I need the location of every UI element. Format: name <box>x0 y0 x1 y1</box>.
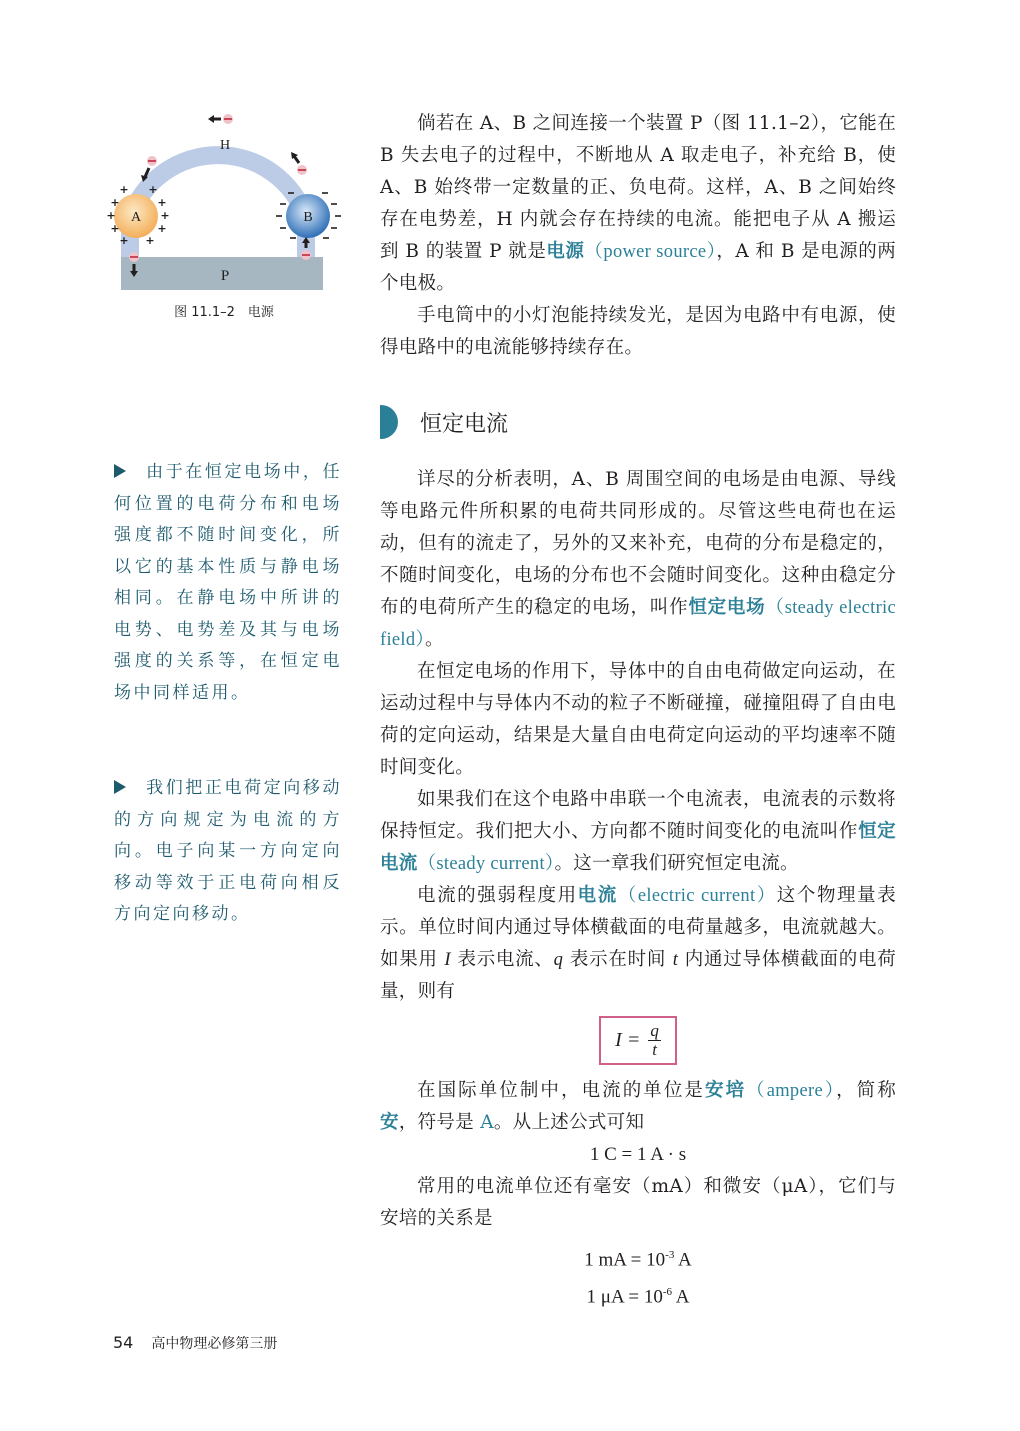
power-source-diagram-svg <box>104 106 344 326</box>
paragraph-directional-motion: 在恒定电场的作用下，导体中的自由电荷做定向运动，在运动过程中与导体内不动的粒子不断碰撞，碰撞阻碍了自由电荷的定向运动，结果是大量自由电荷定向运动的平均速率不随时间变化。 <box>380 661 896 778</box>
svg-text:+: + <box>145 234 155 247</box>
term-electric-current: 电流 <box>577 885 618 906</box>
term-steady-field: 恒定电场 <box>688 597 766 618</box>
paragraph-current-definition: 电流的强弱程度用电流（electric current）这个物理量表示。单位时间内通过导体横截面的电荷量越多，电流就越大。如果用 I 表示电流、q 表示在时间 t 内通过导体横截面的电荷量，则有 <box>380 885 896 1002</box>
term-steady-current: 恒定电流 <box>380 821 896 874</box>
figure-caption: 图 11.1–2 电源 <box>174 305 274 320</box>
svg-text:+: + <box>148 183 158 196</box>
section-title: 恒定电流 <box>420 411 509 437</box>
formula-container <box>380 1016 896 1065</box>
side-note-current-direction: 我们把正电荷定向移动的方向规定为电流的方向。电子向某一方向定向移动等效于正电荷向相反方向定向移动。 <box>114 778 342 924</box>
fraction: $\frac{q}{t}$ <box>650 1021 659 1059</box>
main-column <box>380 108 896 1314</box>
page-number: 54 <box>113 1333 134 1352</box>
side-note-steady-field: 由于在恒定电场中，任何位置的电荷分布和电场强度都不随时间变化，所以它的基本性质与静电场相同。在静电场中所讲的电势、电势差及其与电场强度的关系等，在恒定电场中同样适用。 <box>114 462 342 703</box>
svg-text:+: + <box>110 222 120 235</box>
svg-text:H: H <box>219 138 231 153</box>
svg-text:+: + <box>119 183 129 196</box>
page-footer <box>113 1333 277 1353</box>
svg-text:+: + <box>160 209 170 222</box>
figure-power-source-diagram <box>104 106 344 326</box>
triangle-bullet-icon <box>114 780 126 794</box>
equation-milliamp: 1 mA = $10^{-3}$ A <box>584 1249 692 1271</box>
paragraph-steady-current: 如果我们在这个电路中串联一个电流表，电流表的示数将保持恒定。我们把大小、方向都不随时间变化的电流叫作恒定电流（steady current）。这一章我们研究恒定电流。 <box>380 789 896 874</box>
paragraph-flashlight: 手电筒中的小灯泡能持续发光，是因为电路中有电源，使得电路中的电流能够持续存在。 <box>380 305 896 358</box>
svg-text:+: + <box>119 234 129 247</box>
term-power-source: 电源 <box>546 241 585 262</box>
triangle-bullet-icon <box>114 464 126 478</box>
equation-coulomb: 1 C = 1 A · s <box>589 1144 687 1165</box>
paragraph-units: 常用的电流单位还有毫安（mA）和微安（μA），它们与安培的关系是 <box>380 1176 896 1229</box>
svg-text:+: + <box>157 196 167 209</box>
paragraph-steady-field: 详尽的分析表明，A、B 周围空间的电场是由电源、导线等电路元件所积累的电荷共同形成的。尽管这些电荷也在运动，但有的流走了，另外的又来补充，电荷的分布是稳定的，不随时间变化，电场的分布也不会随时间变化。这种由稳定分布的电荷所产生的稳定的电场，叫作恒定电场（steady electric field）。 <box>380 469 896 650</box>
term-an: 安 <box>380 1112 399 1133</box>
formula-current-box: I = $\frac{q}{t}$ <box>599 1016 677 1065</box>
svg-text:A: A <box>130 210 142 225</box>
section-marker-icon <box>380 405 398 439</box>
term-ampere: 安培 <box>705 1080 747 1101</box>
equation-microamp: 1 $\mu A = 10^{-6}$ A <box>586 1286 690 1308</box>
svg-text:+: + <box>110 196 120 209</box>
section-heading <box>380 402 896 442</box>
svg-text:+: + <box>106 209 116 222</box>
svg-text:B: B <box>303 210 313 225</box>
paragraph-power-source: 倘若在 A、B 之间连接一个装置 P（图 11.1–2），它能在 B 失去电子的过程中，不断地从 A 取走电子，补充给 B，使 A、B 始终带一定数量的正、负电荷。这样，A、B 之间始终存在电势差，H 内就会存在持续的电流。能把电子从 A 搬运到 B 的装置 P 就是电源（power source），A 和 B 是电源的两个电极。 <box>380 113 897 294</box>
paragraph-ampere: 在国际单位制中，电流的单位是安培（ampere），简称安，符号是 A。从上述公式可知 <box>380 1080 897 1133</box>
svg-text:+: + <box>157 222 167 235</box>
svg-text:P: P <box>220 268 230 284</box>
book-title: 高中物理必修第三册 <box>151 1336 278 1352</box>
